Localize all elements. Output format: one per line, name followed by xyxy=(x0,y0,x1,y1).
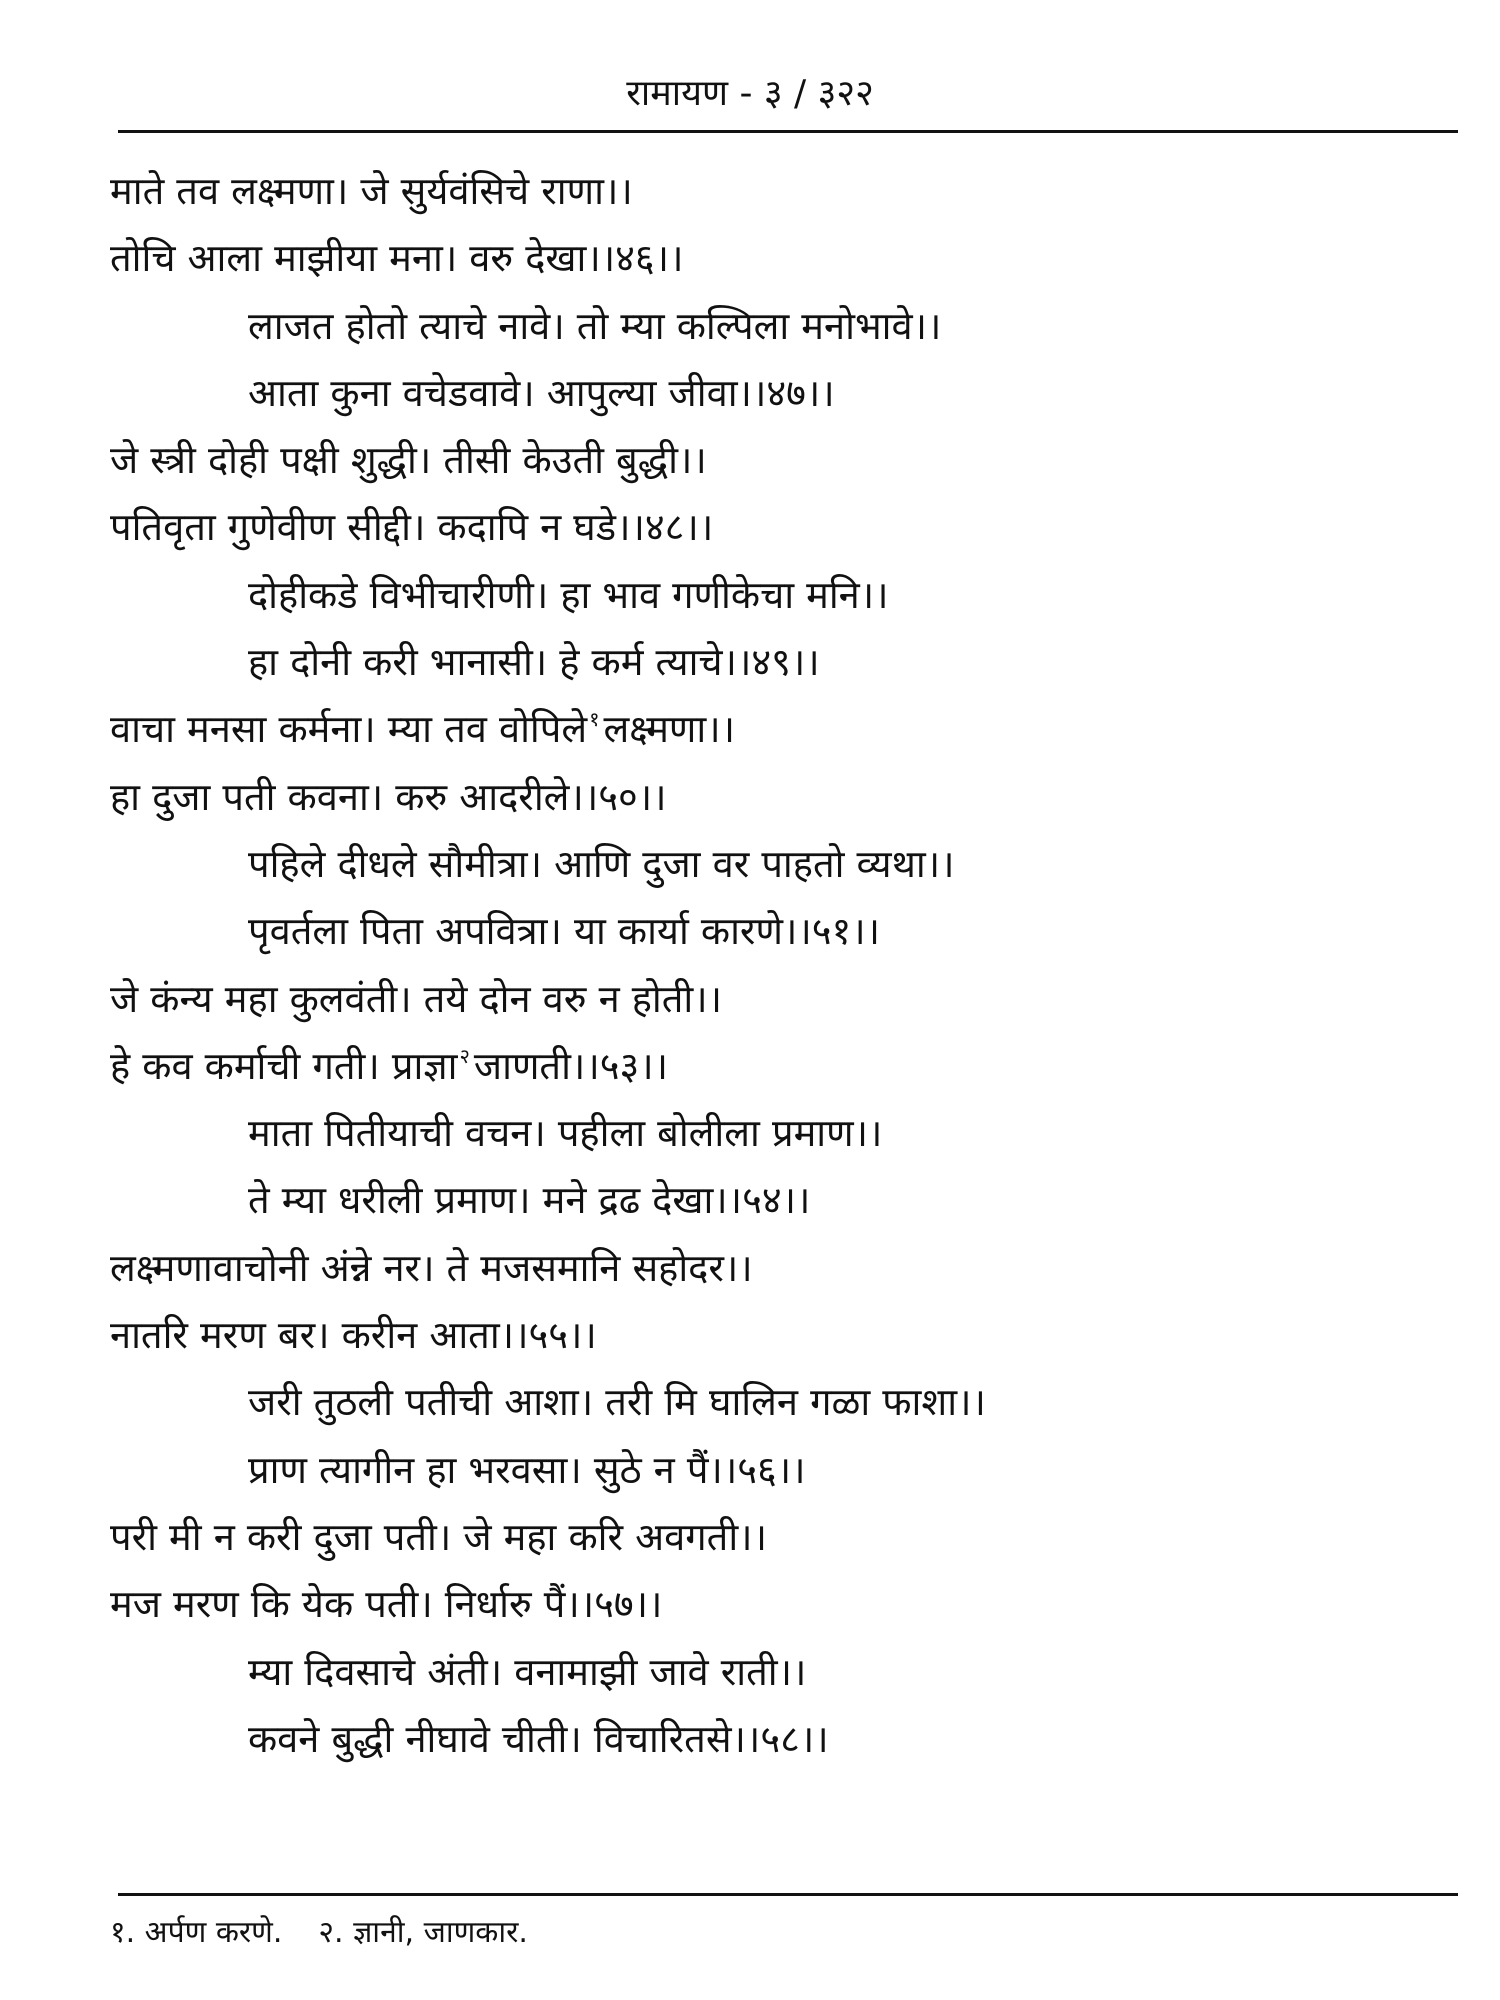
verse-text: पतिवृता गुणेवीण सीद्दी। कदापि न घडे।।४८।। xyxy=(110,505,714,550)
verse-text: लाजत होतो त्याचे नावे। तो म्या कल्पिला मनोभावे।। xyxy=(248,303,942,348)
header-divider xyxy=(118,130,1458,133)
verse-line xyxy=(0,764,1500,831)
footnote-ref: १ xyxy=(589,707,600,732)
verse-line xyxy=(0,966,1500,1033)
verse-block xyxy=(0,158,1500,1773)
verse-line xyxy=(0,494,1500,561)
verse-text: दोहीकडे विभीचारीणी। हा भाव गणीकेचा मनि।। xyxy=(248,572,889,617)
verse-text: माता पितीयाची वचन। पहीला बोलीला प्रमाण।। xyxy=(248,1111,883,1156)
verse-line xyxy=(0,898,1500,965)
verse-line xyxy=(0,225,1500,292)
footnote-item: १. अर्पण करणे. xyxy=(110,1915,283,1950)
verse-text: म्या दिवसाचे अंती। वनामाझी जावे राती।। xyxy=(248,1649,807,1694)
verse-text: हा दुजा पती कवना। करु आदरीले।।५०।। xyxy=(110,774,667,819)
verse-line xyxy=(0,1100,1500,1167)
verse-text: नातरि मरण बर। करीन आता।।५५।। xyxy=(110,1313,597,1358)
verse-text: परी मी न करी दुजा पती। जे महा करि अवगती।। xyxy=(110,1514,767,1559)
verse-line xyxy=(0,696,1500,763)
verse-line xyxy=(0,1437,1500,1504)
verse-line xyxy=(0,360,1500,427)
verse-text: पृवर्तला पिता अपवित्रा। या कार्या कारणे।।५१।। xyxy=(248,909,881,954)
verse-text: हे कव कर्माची गती। प्राज्ञा xyxy=(110,1043,458,1088)
verse-line xyxy=(0,1639,1500,1706)
verse-text: माते तव लक्ष्मणा। जे सुर्यवंसिचे राणा।। xyxy=(110,169,633,213)
verse-line xyxy=(0,1369,1500,1436)
verse-text: आता कुना वचेडवावे। आपुल्या जीवा।।४७।। xyxy=(248,370,835,415)
verse-line xyxy=(0,1235,1500,1302)
verse-line xyxy=(0,562,1500,629)
verse-text: जे कंन्य महा कुलवंती। तये दोन वरु न होती।। xyxy=(110,976,723,1021)
verse-line xyxy=(0,293,1500,360)
verse-text: तोचि आला माझीया मना। वरु देखा।।४६।। xyxy=(110,236,684,281)
verse-text: जरी तुठली पतीची आशा। तरी मि घालिन गळा फाशा।। xyxy=(248,1380,986,1425)
footnote-divider xyxy=(118,1893,1458,1896)
verse-line xyxy=(0,1504,1500,1571)
verse-line xyxy=(0,427,1500,494)
page-header: रामायण - ३ / ३२२ xyxy=(626,73,874,114)
verse-text: हा दोनी करी भानासी। हे कर्म त्याचे।।४९।। xyxy=(248,640,820,685)
verse-text: प्राण त्यागीन हा भरवसा। सुठे न पैं।।५६।। xyxy=(248,1447,806,1492)
verse-text: कवने बुद्धी नीघावे चीती। विचारितसे।।५८।। xyxy=(248,1716,829,1761)
verse-line xyxy=(0,1571,1500,1638)
verse-text: लक्ष्मणावाचोनी अंन्ने नर। ते मजसमानि सहोदर।। xyxy=(110,1245,753,1290)
verse-line xyxy=(0,158,1500,225)
footnote-item: २. ज्ञानी, जाणकार. xyxy=(318,1915,528,1950)
verse-text: वाचा मनसा कर्मना। म्या तव वोपिले xyxy=(110,707,588,752)
verse-text: जे स्त्री दोही पक्षी शुद्धी। तीसी केउती बुद्धी।। xyxy=(110,438,707,483)
verse-text: ते म्या धरीली प्रमाण। मने द्रढ देखा।।५४।। xyxy=(248,1178,811,1223)
verse-text: पहिले दीधले सौमीत्रा। आणि दुजा वर पाहतो व्यथा।। xyxy=(248,841,955,886)
verse-line xyxy=(0,629,1500,696)
footnote-ref: २ xyxy=(459,1043,470,1068)
footnotes xyxy=(110,1910,528,1956)
verse-text-after-ref: जाणती।।५३।। xyxy=(473,1043,669,1088)
verse-line xyxy=(0,831,1500,898)
verse-text-after-ref: लक्ष्मणा।। xyxy=(603,707,736,752)
verse-line xyxy=(0,1706,1500,1773)
verse-text: मज मरण कि येक पती। निर्धारु पैं।।५७।। xyxy=(110,1582,663,1627)
verse-line xyxy=(0,1033,1500,1100)
verse-line xyxy=(0,1167,1500,1234)
verse-line xyxy=(0,1302,1500,1369)
